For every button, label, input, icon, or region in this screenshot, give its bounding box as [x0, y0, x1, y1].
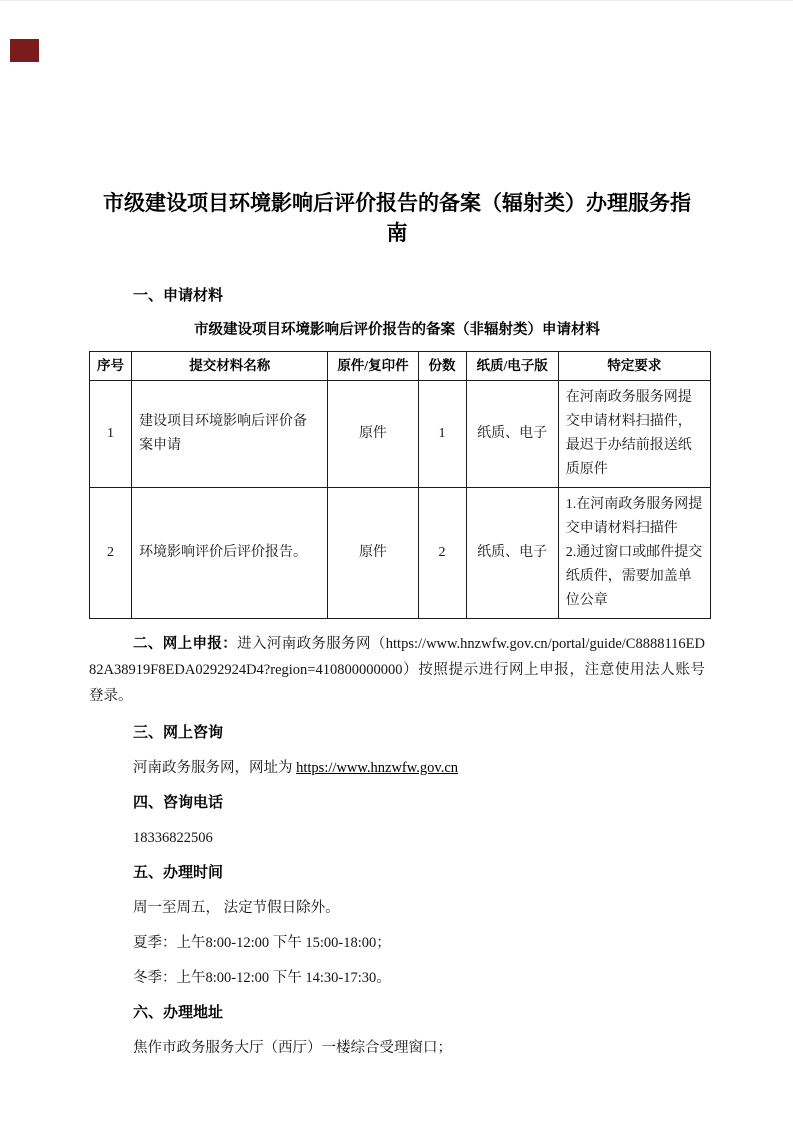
office-days-line: 周一至周五， 法定节假日除外。	[133, 900, 340, 916]
office-address-line: 焦作市政务服务大厅（西厅）一楼综合受理窗口；	[133, 1040, 452, 1056]
cell-no: 2	[90, 488, 132, 619]
table-row	[90, 488, 711, 619]
cell-original: 原件	[328, 381, 418, 488]
section-heading-phone: 四、咨询电话	[133, 794, 224, 811]
online-consultation-paragraph	[89, 757, 705, 779]
service-website-link[interactable]: https://www.hnzwfw.gov.cn	[296, 760, 459, 776]
cell-medium: 纸质、电子	[466, 488, 558, 619]
section-heading-online-application: 二、网上申报：	[133, 636, 238, 652]
column-header-count: 份数	[418, 352, 466, 381]
red-mark	[10, 39, 39, 62]
cell-count: 2	[418, 488, 466, 619]
cell-medium: 纸质、电子	[466, 381, 558, 488]
winter-hours-line: 冬季：上午8:00-12:00 下午 14:30-17:30。	[133, 970, 391, 986]
requirement-line: 2.通过窗口或邮件提交纸质件，需要加盖单位公章	[565, 545, 703, 608]
page-title: 市级建设项目环境影响后评价报告的备案（辐射类）办理服务指南	[103, 192, 691, 245]
online-application-text: 进入河南政务服务网（https://www.hnzwfw.gov.cn/portal/guide/C8888116ED82A38919F8EDA0292924D4?region=410800000000）按照提示进行网上申报，注意使用法人账号登录。	[89, 636, 706, 704]
column-header-specific-requirements: 特定要求	[558, 352, 710, 381]
section-heading-online-consultation: 三、网上咨询	[133, 724, 224, 741]
materials-table	[89, 351, 711, 619]
requirement-line: 1.在河南政务服务网提交申请材料扫描件	[565, 497, 703, 536]
cell-count: 1	[418, 381, 466, 488]
section-heading-application-materials: 一、申请材料	[133, 287, 224, 304]
column-header-material-name: 提交材料名称	[132, 352, 328, 381]
cell-material-name: 环境影响评价后评价报告。	[132, 488, 328, 619]
cell-no: 1	[90, 381, 132, 488]
cell-requirement	[558, 488, 710, 619]
column-header-no: 序号	[90, 352, 132, 381]
cell-material-name: 建设项目环境影响后评价备案申请	[132, 381, 328, 488]
table-header-row	[90, 352, 711, 381]
section-heading-office-hours: 五、办理时间	[133, 864, 224, 881]
column-header-paper-electronic: 纸质/电子版	[466, 352, 558, 381]
online-application-paragraph	[89, 631, 705, 709]
table-caption: 市级建设项目环境影响后评价报告的备案（非辐射类）申请材料	[194, 322, 600, 338]
table-row	[90, 381, 711, 488]
document-content	[0, 1, 793, 1059]
section-heading-address: 六、办理地址	[133, 1004, 224, 1021]
column-header-original-copy: 原件/复印件	[328, 352, 418, 381]
cell-original: 原件	[328, 488, 418, 619]
summer-hours-line: 夏季：上午8:00-12:00 下午 15:00-18:00；	[133, 935, 391, 951]
phone-number: 18336822506	[133, 830, 213, 846]
cell-requirement: 在河南政务服务网提交申请材料扫描件，最迟于办结前报送纸质原件	[558, 381, 710, 488]
online-consultation-text: 河南政务服务网，网址为	[133, 760, 297, 776]
